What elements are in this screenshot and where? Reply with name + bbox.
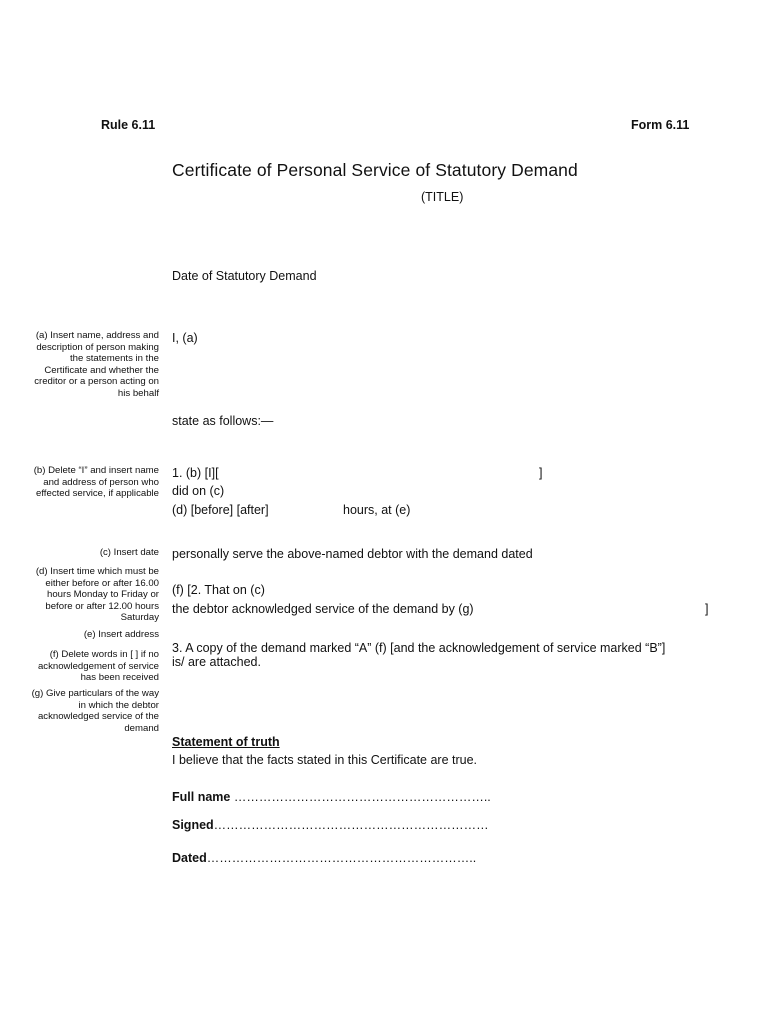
paragraph-3-line-1: 3. A copy of the demand marked “A” (f) [and the acknowledgement of service marked “B”] <box>172 641 666 655</box>
personally-serve-line: personally serve the above-named debtor with the demand dated <box>172 547 533 561</box>
before-after-line: (d) [before] [after] <box>172 503 269 517</box>
margin-note-b: (b) Delete “I” and insert name and address of person who effected service, if applicable <box>33 465 159 499</box>
paragraph-1-close-bracket: ] <box>539 466 543 480</box>
hours-at-line: hours, at (e) <box>343 503 411 517</box>
margin-note-e: (e) Insert address <box>83 629 159 640</box>
statement-i-a: I, (a) <box>172 331 198 345</box>
statement-of-truth-text: I believe that the facts stated in this Certificate are true. <box>172 753 478 767</box>
page-title: Certificate of Personal Service of Statutory Demand <box>172 160 578 180</box>
state-as-follows: state as follows:— <box>172 414 274 428</box>
form-number: Form 6.11 <box>631 118 690 132</box>
dated-dots: ……………………………………………………….. <box>206 851 477 865</box>
paragraph-2: (f) [2. That on (c) <box>172 583 265 597</box>
full-name-label: Full name <box>172 790 231 804</box>
dated-label: Dated <box>172 851 207 865</box>
acknowledged-line: the debtor acknowledged service of the demand by (g) <box>172 602 474 616</box>
paragraph-2-close-bracket: ] <box>705 602 709 616</box>
margin-note-f: (f) Delete words in [ ] if no acknowledgement of service has been received <box>37 649 159 683</box>
statement-of-truth-heading: Statement of truth <box>172 735 280 749</box>
page-subtitle: (TITLE) <box>421 190 464 204</box>
signed-line <box>172 818 489 832</box>
paragraph-1-open: 1. (b) [I][ <box>172 466 219 480</box>
rule-number: Rule 6.11 <box>101 118 156 132</box>
paragraph-3-line-2: is/ are attached. <box>172 655 261 669</box>
date-of-demand-label: Date of Statutory Demand <box>172 269 317 283</box>
signed-dots: ………………………………………………………… <box>213 818 489 832</box>
signed-label: Signed <box>172 818 214 832</box>
margin-note-d: (d) Insert time which must be either before or after 16.00 hours Monday to Friday or before or after 12.00 hours Saturday <box>35 566 159 623</box>
full-name-line <box>172 790 491 804</box>
margin-note-g: (g) Give particulars of the way in which the debtor acknowledged service of the demand <box>31 688 159 734</box>
did-on-line: did on (c) <box>172 484 225 498</box>
margin-note-a: (a) Insert name, address and description of person making the statements in the Certificate and whether the creditor or a person acting on his behalf <box>34 330 159 399</box>
dated-line <box>172 851 476 865</box>
margin-note-c: (c) Insert date <box>99 547 159 558</box>
full-name-dots: …………………………………………………….. <box>230 790 491 804</box>
